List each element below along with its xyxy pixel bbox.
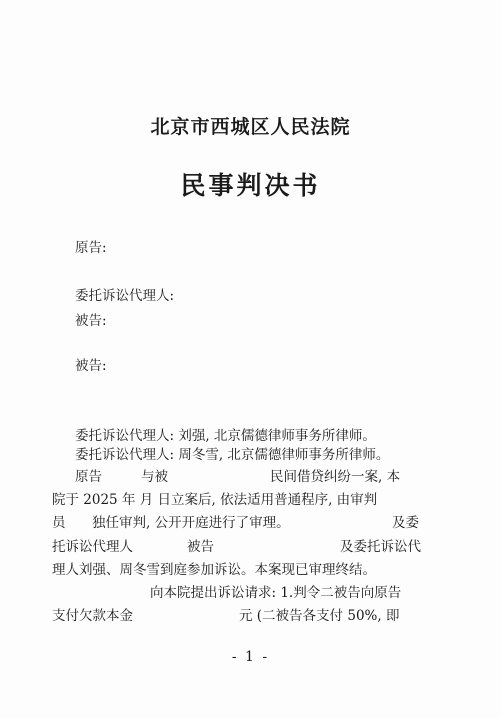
plaintiff-label: 原告: (75, 240, 107, 256)
court-name: 北京市西城区人民法院 (150, 116, 351, 138)
body-line-3 (52, 517, 422, 533)
body-line-4-part-c: 及委托诉讼代 (340, 539, 421, 555)
page-number: - 1 - (231, 649, 270, 665)
plaintiff-agent-label: 委托诉讼代理人: (75, 288, 175, 304)
body-line-2: 院于 2025 年 月 日立案后, 依法适用普通程序, 由审判 (52, 492, 378, 508)
body-line-1-part-c: 民间借贷纠纷一案, 本 (270, 469, 401, 485)
body-line-4 (52, 541, 422, 557)
body-line-4-part-a: 托诉讼代理人 (52, 539, 133, 555)
body-line-3-part-a: 员 (52, 515, 66, 531)
body-line-6: 向本院提出诉讼请求: 1.判令二被告向原告 (150, 585, 402, 601)
defendant-1-label: 被告: (75, 313, 107, 329)
body-line-5: 理人刘强、周冬雪到庭参加诉讼。本案现已审理终结。 (52, 562, 376, 578)
defendant-agent-2: 委托诉讼代理人: 周冬雪, 北京儒德律师事务所律师。 (75, 447, 390, 463)
document-title: 民事判决书 (180, 171, 321, 200)
body-line-7 (52, 610, 422, 626)
body-line-3-part-b: 独任审判, 公开开庭进行了审理。 (92, 515, 290, 531)
body-line-4-part-b: 被告 (187, 539, 214, 555)
defendant-agent-1: 委托诉讼代理人: 刘强, 北京儒德律师事务所律师。 (75, 428, 376, 444)
body-line-1-part-b: 与被 (141, 469, 168, 485)
body-line-1 (75, 471, 435, 487)
body-line-7-part-a: 支付欠款本金 (52, 608, 133, 624)
body-line-1-part-a: 原告 (75, 469, 102, 485)
defendant-2-label: 被告: (75, 358, 107, 374)
body-line-7-part-b: 元 (二被告各支付 50%, 即 (239, 608, 400, 624)
body-line-3-part-c: 及委 (392, 515, 419, 531)
